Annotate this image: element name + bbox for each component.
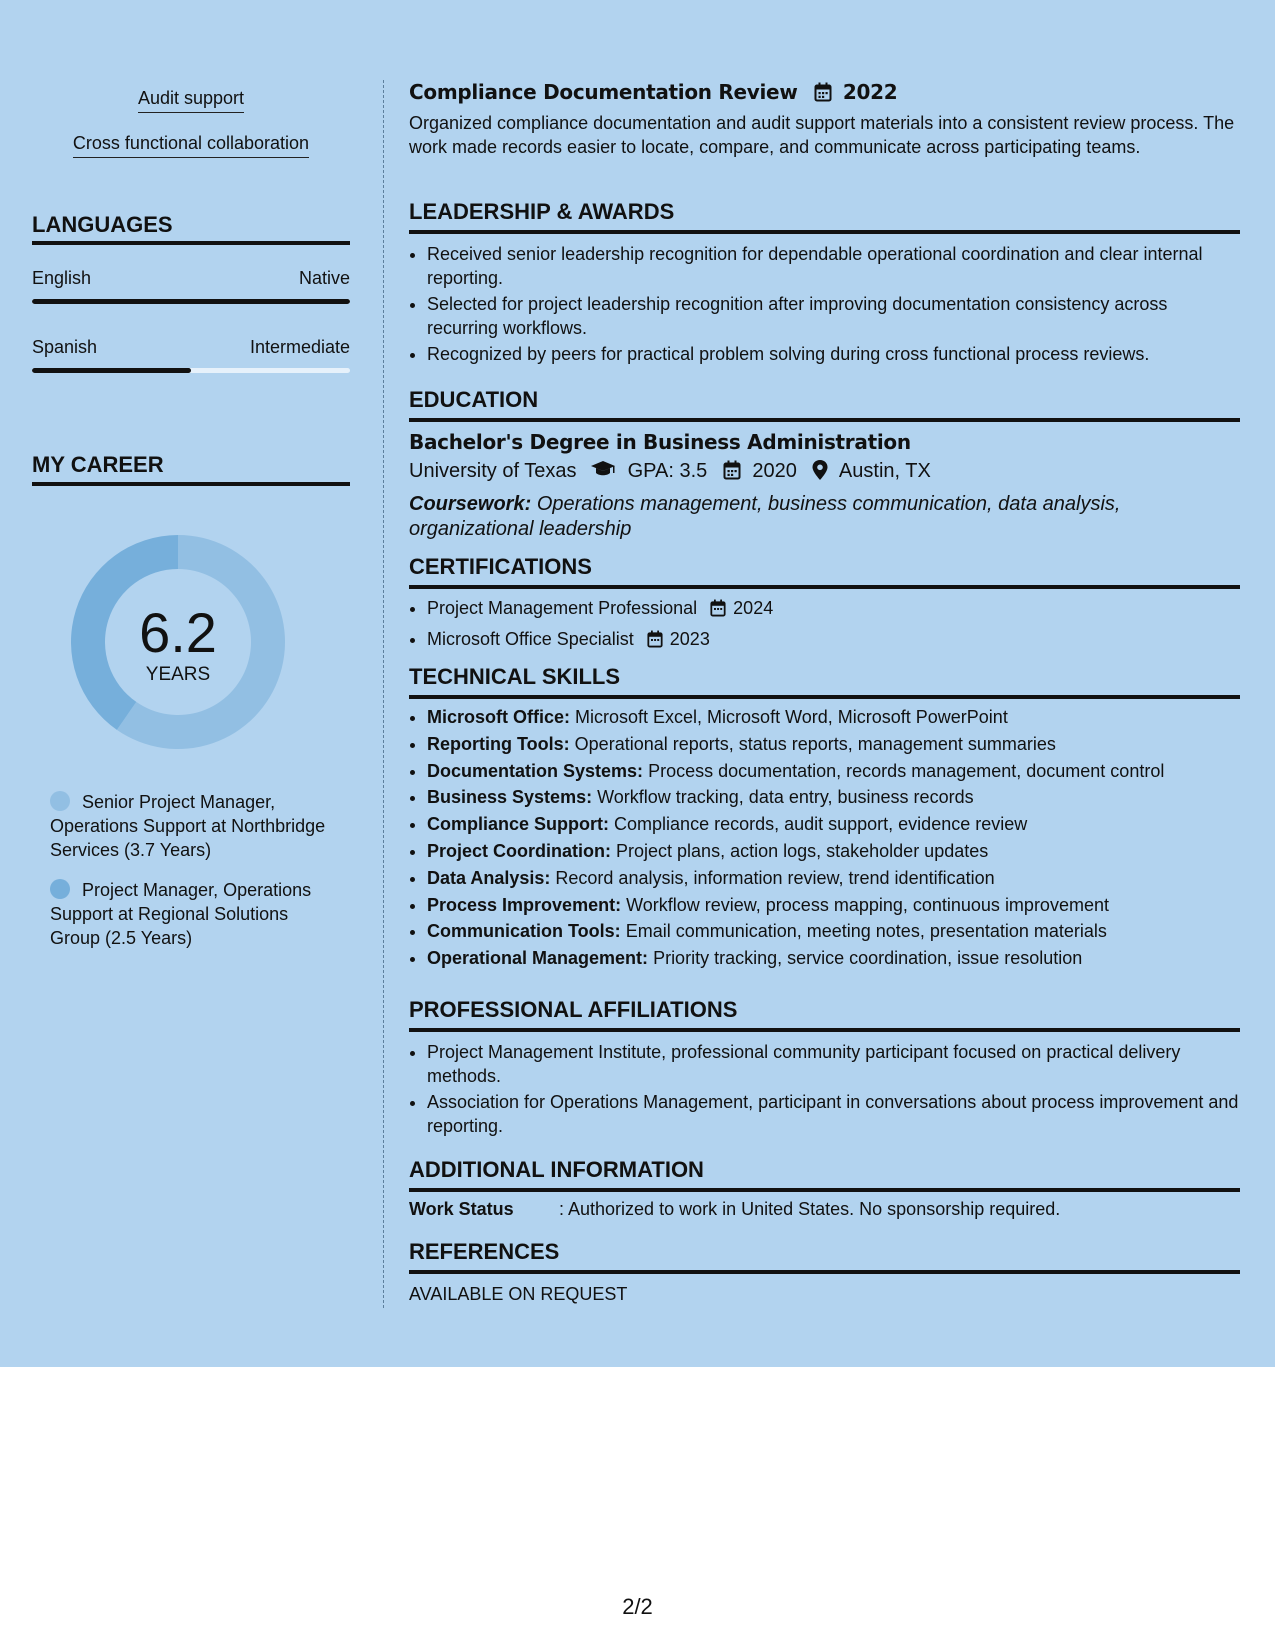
skill-values: Microsoft Excel, Microsoft Word, Microsoft PowerPoint [575,707,1008,727]
page-number: 2/2 [622,1594,653,1619]
career-legend-item [50,790,340,862]
list-item: • Selected for project leadership recognition after improving documentation consistency across recurring workflows. [427,292,1240,340]
skill-values: Process documentation, records management, document control [648,760,1165,781]
heading-rule [32,482,350,486]
certifications-section [409,554,1240,657]
heading-rule [409,1028,1240,1032]
location-pin-icon [812,460,828,486]
calendar-icon [814,82,832,107]
skill-row [427,892,1240,919]
career-legend-item [50,878,340,950]
skill-row [427,758,1240,785]
coursework-label: Coursework: [409,493,532,515]
additional-info-section [409,1157,1240,1220]
legend-dot-icon [50,791,70,811]
skill-values: Workflow tracking, data entry, business records [597,787,974,808]
skill-values: Operational reports, status reports, management summaries [574,733,1056,754]
references-text: AVAILABLE ON REQUEST [409,1284,628,1304]
references-heading: REFERENCES [409,1239,560,1264]
heading-rule [409,418,1240,422]
skill-values: Project plans, action logs, stakeholder updates [616,840,989,861]
language-bar [32,368,350,373]
skill-item: Audit support [32,88,350,109]
language-bar [32,299,350,304]
list-item: • Association for Operations Management, participant in conversations about process improvement and reporting. [427,1090,1240,1138]
language-name: English [32,268,92,288]
coursework [409,492,1240,542]
calendar-icon [647,629,663,655]
gpa: GPA: 3.5 [627,460,708,482]
career-total-years: 6.2 [139,601,217,664]
skill-row [427,704,1240,731]
calendar-icon [710,598,726,624]
heading-rule [409,585,1240,589]
certification-name: Microsoft Office Specialist [427,629,634,649]
affiliations-heading: PROFESSIONAL AFFILIATIONS [409,997,738,1022]
heading-rule [409,695,1240,699]
project-year: 2022 [842,80,898,104]
education-heading: EDUCATION [409,387,539,412]
work-status-value: : Authorized to work in United States. No sponsorship required. [559,1199,1061,1219]
language-bar-fill [32,299,350,304]
project-entry [409,80,1240,159]
skill-values: Email communication, meeting notes, presentation materials [625,921,1107,942]
language-name: Spanish [32,337,98,357]
language-row [32,337,350,358]
skill-category: Project Coordination: [427,840,611,861]
skill-item: Cross functional collaboration [32,133,350,154]
skill-row [427,731,1240,758]
list-item [427,626,1240,655]
affiliations-list [409,1040,1240,1138]
skill-row [427,784,1240,811]
skill-category: Process Improvement: [427,894,622,915]
skill-row [427,945,1240,972]
skill-row [427,918,1240,945]
skill-category: Compliance Support: [427,814,610,835]
certifications-heading: CERTIFICATIONS [409,554,592,579]
skill-values: Priority tracking, service coordination, issue resolution [653,948,1083,969]
heading-rule [32,241,350,245]
affiliations-section [409,997,1240,1140]
list-item: • Project Management Institute, professional community participant focused on practical delivery methods. [427,1040,1240,1088]
certification-year: 2024 [733,598,774,618]
work-status-label: Work Status [409,1199,514,1219]
leadership-heading: LEADERSHIP & AWARDS [409,199,675,224]
language-bar-fill [32,368,191,373]
calendar-icon [723,460,741,486]
list-item: • Received senior leadership recognition for dependable operational coordination and clear internal reporting. [427,242,1240,290]
project-title: Compliance Documentation Review [409,80,798,104]
project-title-line [409,80,1240,107]
education-details [409,460,1240,486]
graduation-cap-icon [590,460,616,486]
skill-row [427,865,1240,892]
language-row [32,268,350,289]
skill-row [427,811,1240,838]
work-status-row [409,1199,1240,1220]
school-location: Austin, TX [838,460,931,482]
skill-values: Record analysis, information review, trend identification [555,867,995,888]
references-section [409,1239,1240,1305]
degree-title: Bachelor's Degree in Business Administration [409,430,911,454]
list-item: • Recognized by peers for practical problem solving during cross functional process reviews. [427,342,1240,366]
technical-skills-list [409,704,1240,972]
language-level: Intermediate [249,337,350,357]
project-description: Organized compliance documentation and audit support materials into a consistent review process. The work made records easier to locate, compare, and communicate across participating teams. [409,113,1235,157]
leadership-section [409,199,1240,368]
career-role: Senior Project Manager, Operations Support at Northbridge Services (3.7 Years) [50,792,326,860]
skill-category: Business Systems: [427,787,593,808]
graduation-year: 2020 [752,460,797,482]
languages-heading: LANGUAGES [32,212,173,237]
legend-dot-icon [50,879,70,899]
skill-category: Documentation Systems: [427,760,644,781]
career-role: Project Manager, Operations Support at Regional Solutions Group (2.5 Years) [50,880,312,948]
skill-category: Data Analysis: [427,867,551,888]
education-section [409,387,1240,542]
skill-category: Communication Tools: [427,921,621,942]
certifications-list [409,595,1240,655]
coursework-text: Operations management, business communication, data analysis, organizational leadership [409,493,1121,540]
skill-category: Operational Management: [427,948,649,969]
skill-row [427,838,1240,865]
heading-rule [409,230,1240,234]
list-item [427,595,1240,624]
skill-category: Reporting Tools: [427,733,570,754]
career-heading: MY CAREER [32,452,164,477]
certification-year: 2023 [669,629,710,649]
school-name: University of Texas [409,460,577,482]
career-total-unit: YEARS [145,664,211,685]
technical-skills-section [409,664,1240,972]
technical-skills-heading: TECHNICAL SKILLS [409,664,621,689]
skill-values: Compliance records, audit support, evidence review [614,814,1028,835]
certification-name: Project Management Professional [427,598,698,618]
column-divider [383,80,384,1308]
leadership-list [409,242,1240,366]
skill-category: Microsoft Office: [427,707,571,727]
skill-values: Workflow review, process mapping, continuous improvement [626,894,1109,915]
additional-info-heading: ADDITIONAL INFORMATION [409,1157,704,1182]
heading-rule [409,1188,1240,1192]
language-level: Native [298,268,350,288]
heading-rule [409,1270,1240,1274]
